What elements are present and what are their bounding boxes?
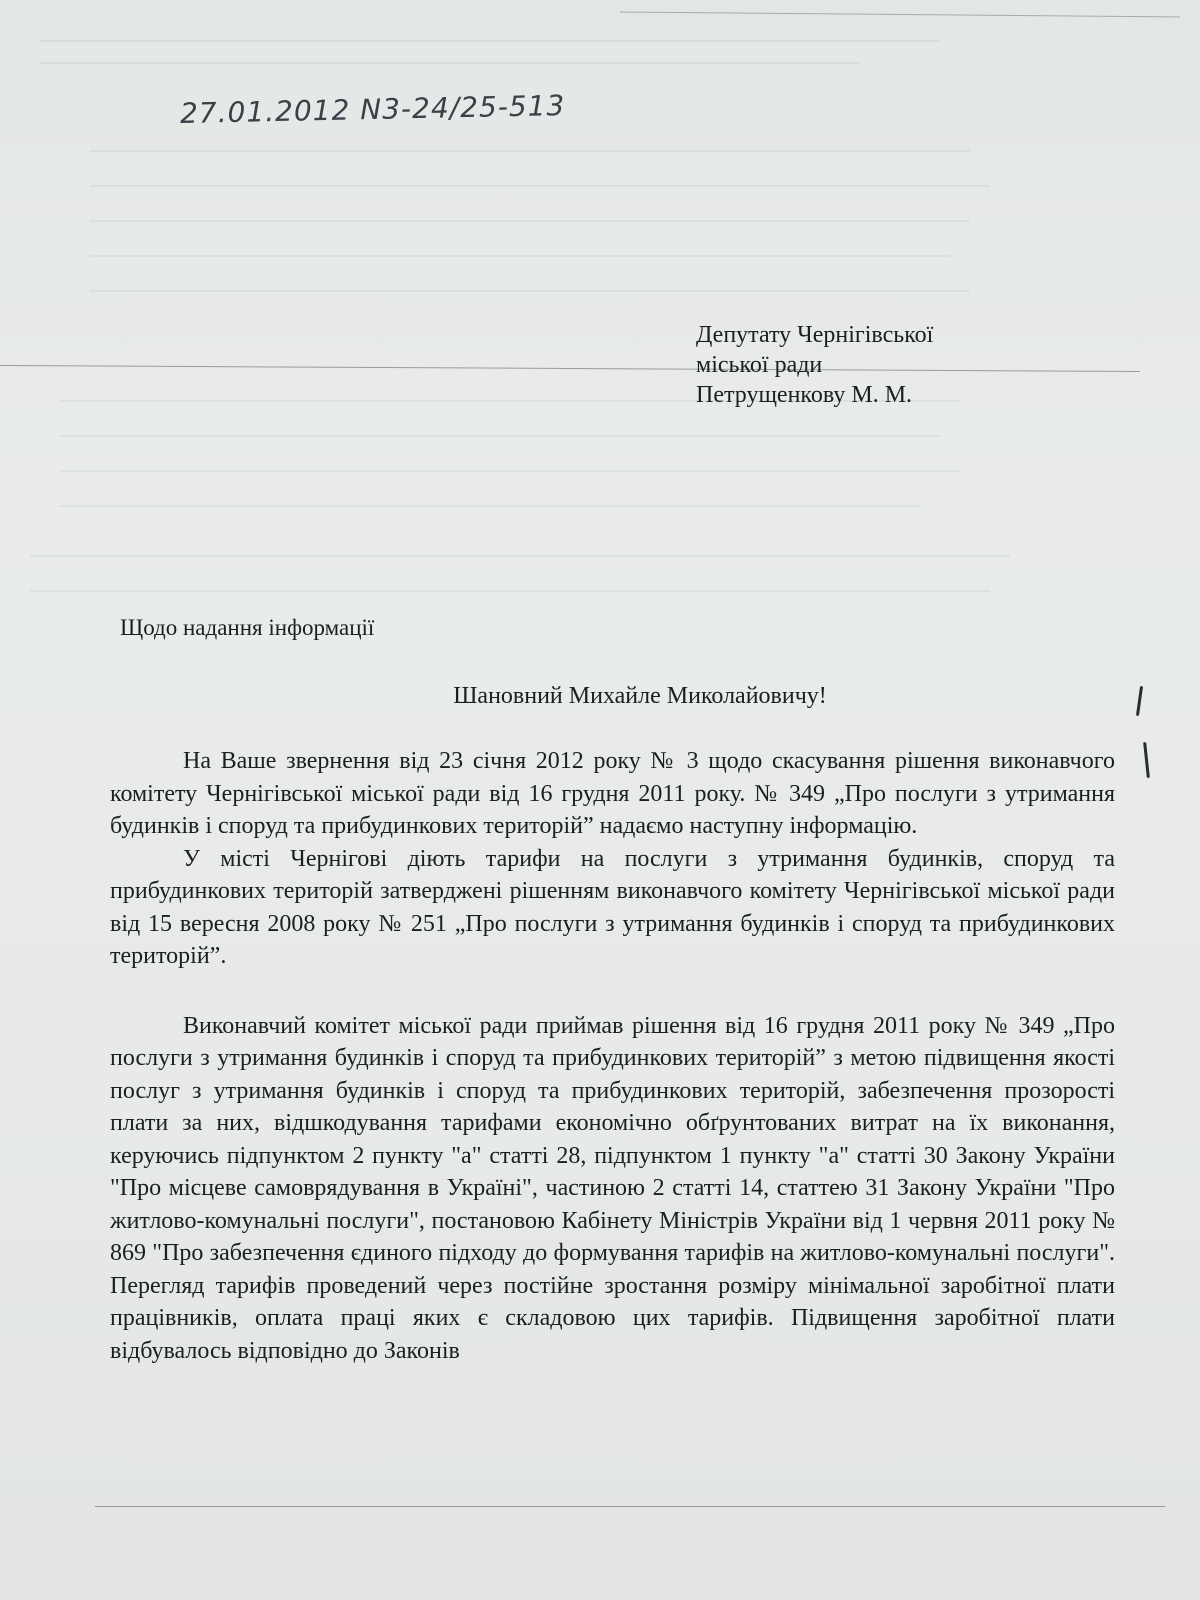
fold-line-top: [620, 12, 1180, 18]
addressee-line-1: Депутату Чернігівської: [696, 322, 934, 348]
body-paragraph: На Ваше звернення від 23 січня 2012 року № 3 щодо скасування рішення виконавчого комітету Чернігівської міської ради від 16 грудня 2011 року. № 349 „Про послуги з утримання будинків і споруд та прибудинкових територій” надаємо наступну інформацію.: [110, 748, 1115, 839]
margin-mark-2: [1143, 742, 1150, 778]
addressee-block: [696, 320, 933, 410]
body-paragraph: Виконавчий комітет міської ради приймав рішення від 16 грудня 2011 року № 349 „Про послуги з утримання будинків і споруд та прибудинкових територій” з метою підвищення якості послуг з утримання будинків і споруд та прибудинкових територій, забезпечення прозорості плати за них, відшкодування тарифами економічно обґрунтованих витрат на їх виконання, керуючись підпунктом 2 пункту "а" статті 28, підпунктом 1 пункту "а" статті 30 Закону України "Про місцеве самоврядування в Україні", частиною 2 статті 14, статтею 31 Закону України "Про житлово-комунальні послуги", постановою Кабінету Міністрів України від 1 червня 2011 року № 869 "Про забезпечення єдиного підходу до формування тарифів на житлово-комунальні послуги". Перегляд тарифів проведений через постійне зростання розміру мінімальної заробітної плати працівників, оплата праці яких є складовою цих тарифів. Підвищення заробітної плати відбувалось відповідно до Законів: [110, 1012, 1115, 1364]
addressee-line-2: міської ради: [696, 352, 823, 378]
letter-greeting: Шановний Михайле Миколайовичу!: [453, 683, 827, 709]
letter-body: [110, 745, 1115, 1367]
fold-line-bottom: [95, 1506, 1165, 1507]
handwritten-reference-number: 27.01.2012 N3-24/25-513: [179, 88, 566, 131]
addressee-line-3: Петрущенкову М. М.: [696, 382, 913, 408]
letter-subject: Щодо надання інформації: [120, 615, 375, 640]
fold-line-middle: [0, 365, 1140, 372]
body-paragraph: У місті Чернігові діють тарифи на послуги з утримання будинків, споруд та прибудинкових територій затверджені рішенням виконавчого комітету Чернігівської міської ради від 15 вересня 2008 року № 251 „Про послуги з утримання будинків і споруд та прибудинкових територій”.: [110, 845, 1115, 969]
